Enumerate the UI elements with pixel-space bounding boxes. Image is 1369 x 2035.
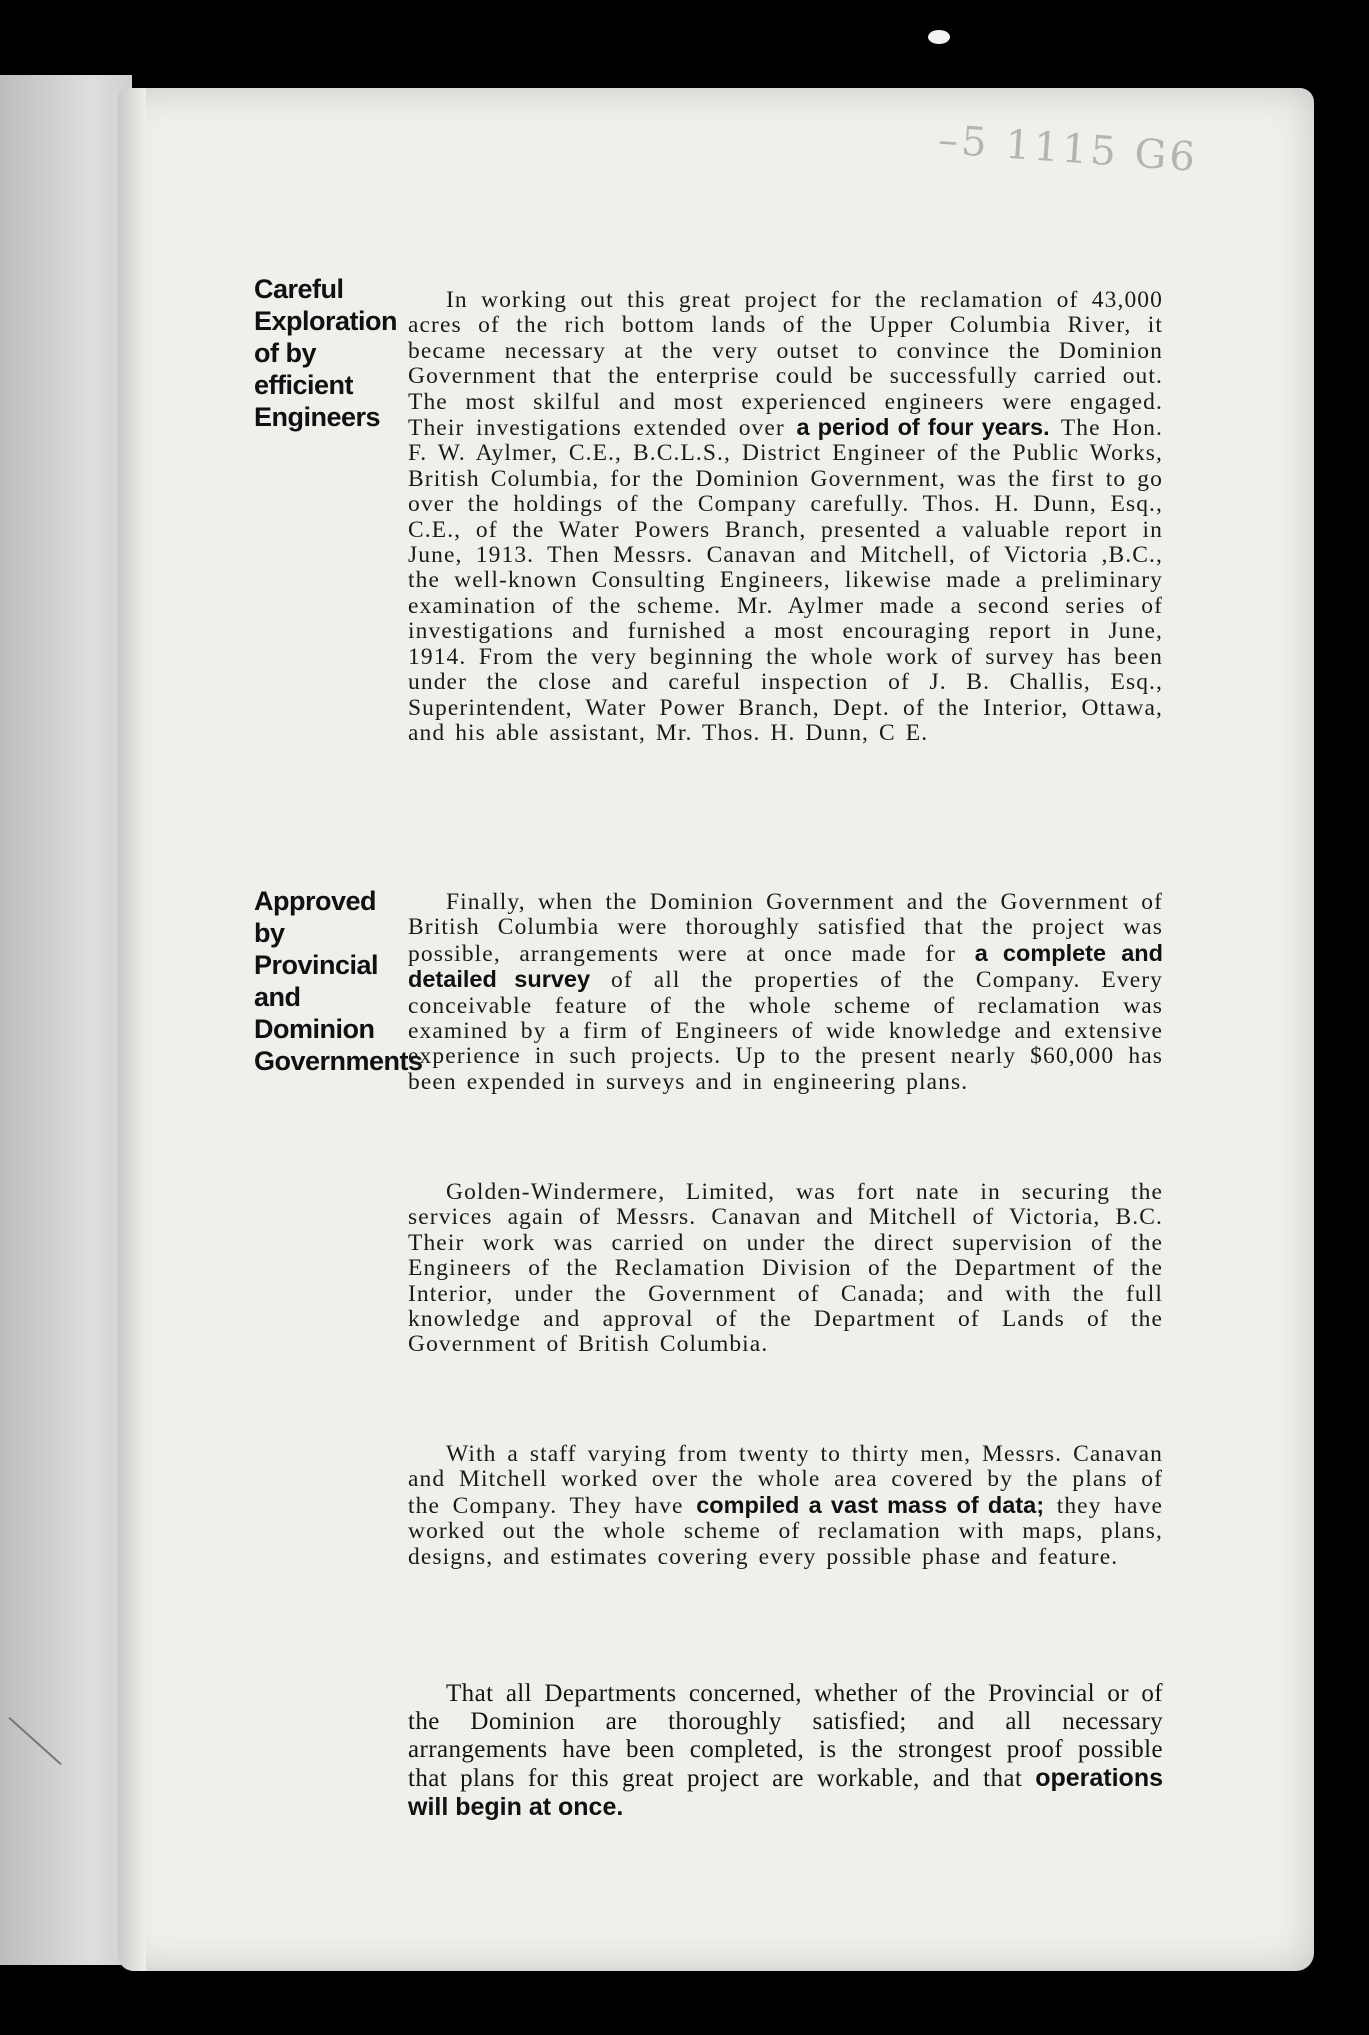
paragraph-exploration bbox=[408, 288, 1163, 746]
paragraph-emphasis: operations will begin at once. bbox=[408, 1764, 1163, 1821]
sidehead-approved-by-governments: Approved by Provincial and Dominion Governments bbox=[254, 886, 423, 1076]
paragraph-emphasis: a period of four years. bbox=[796, 414, 1050, 441]
handwritten-annotation: –5 1115 G6 bbox=[936, 116, 1200, 182]
scan-speck bbox=[928, 30, 950, 44]
paragraph-text: Finally, when the Dominion Government and the Government of British Columbia were thoroughly satisfied that the project was possible, arrangements were at once made for bbox=[408, 889, 1163, 967]
paragraph-emphasis: a complete and detailed survey bbox=[408, 939, 1163, 993]
paragraph-text: That all Departments concerned, whether of the Provincial or of the Dominion are thoroughly satisfied; and all necessary arrangements have been completed, is the strongest proof possible that plans for this great project are workable, and that bbox=[408, 1680, 1163, 1792]
paragraph-text: With a staff varying from twenty to thirty men, Messrs. Canavan and Mitchell worked over the whole area covered by the plans of the Company. They have bbox=[408, 1441, 1163, 1519]
document-page bbox=[118, 88, 1314, 1971]
paragraph-text: they have worked out the whole scheme of reclamation with maps, plans, designs, and estimates covering every possible phase and feature. bbox=[408, 1492, 1163, 1570]
paragraph-staff bbox=[408, 1442, 1163, 1570]
paragraph-text: In working out this great project for the reclamation of 43,000 acres of the rich bottom lands of the Upper Columbia River, it became necessary at the very outset to convince the Dominion Government that the enterprise could be successfully carried out. The most skilful and most experienced engineers were engaged. Their investigations extended over bbox=[408, 287, 1163, 442]
paragraph-approval bbox=[408, 890, 1163, 1095]
previous-page-edge bbox=[0, 75, 132, 1965]
paragraph-text: of all the properties of the Company. Every conceivable feature of the whole scheme of reclamation was examined by a firm of Engineers of wide knowledge and extensive experience in such projects. Up to the present nearly $60,000 has been expended in surveys and in engineering plans. bbox=[408, 967, 1164, 1095]
paragraph-text: The Hon. F. W. Aylmer, C.E., B.C.L.S., District Engineer of the Public Works, British Columbia, for the Dominion Government, was the first to go over the holdings of the Company carefully. Thos. H. Dunn, Esq., C.E., of the Water Powers Branch, presented a valuable report in June, 1913. Then Messrs. Canavan and Mitchell, of Victoria ,B.C., the well-known Consulting Engineers, likewise made a preliminary examination of the scheme. Mr. Aylmer made a second series of investigations and furnished a most encouraging report in June, 1914. From the very beginning the whole work of survey has been under the close and careful inspection of J. B. Challis, Esq., Superintendent, Water Power Branch, Dept. of the Interior, Ottawa, and his able assistant, Mr. Thos. H. Dunn, C E. bbox=[408, 415, 1163, 746]
page-fold-shadow bbox=[118, 88, 146, 1971]
sidehead-careful-exploration: Careful Exploration of by efficient Engineers bbox=[254, 274, 398, 432]
paragraph-golden-windermere bbox=[408, 1180, 1163, 1358]
paragraph-emphasis: compiled a vast mass of data; bbox=[696, 1491, 1045, 1518]
paragraph-text: Golden-Windermere, Limited, was fort nate in securing the services again of Messrs. Canavan and Mitchell of Victoria, B.C. Their work was carried on under the direct supervision of the Engineers of the Reclamation Division of the Department of the Interior, under the Government of Canada; and with the full knowledge and approval of the Department of Lands of the Government of British Columbia. bbox=[408, 1179, 1163, 1358]
paragraph-conclusion bbox=[408, 1680, 1163, 1822]
